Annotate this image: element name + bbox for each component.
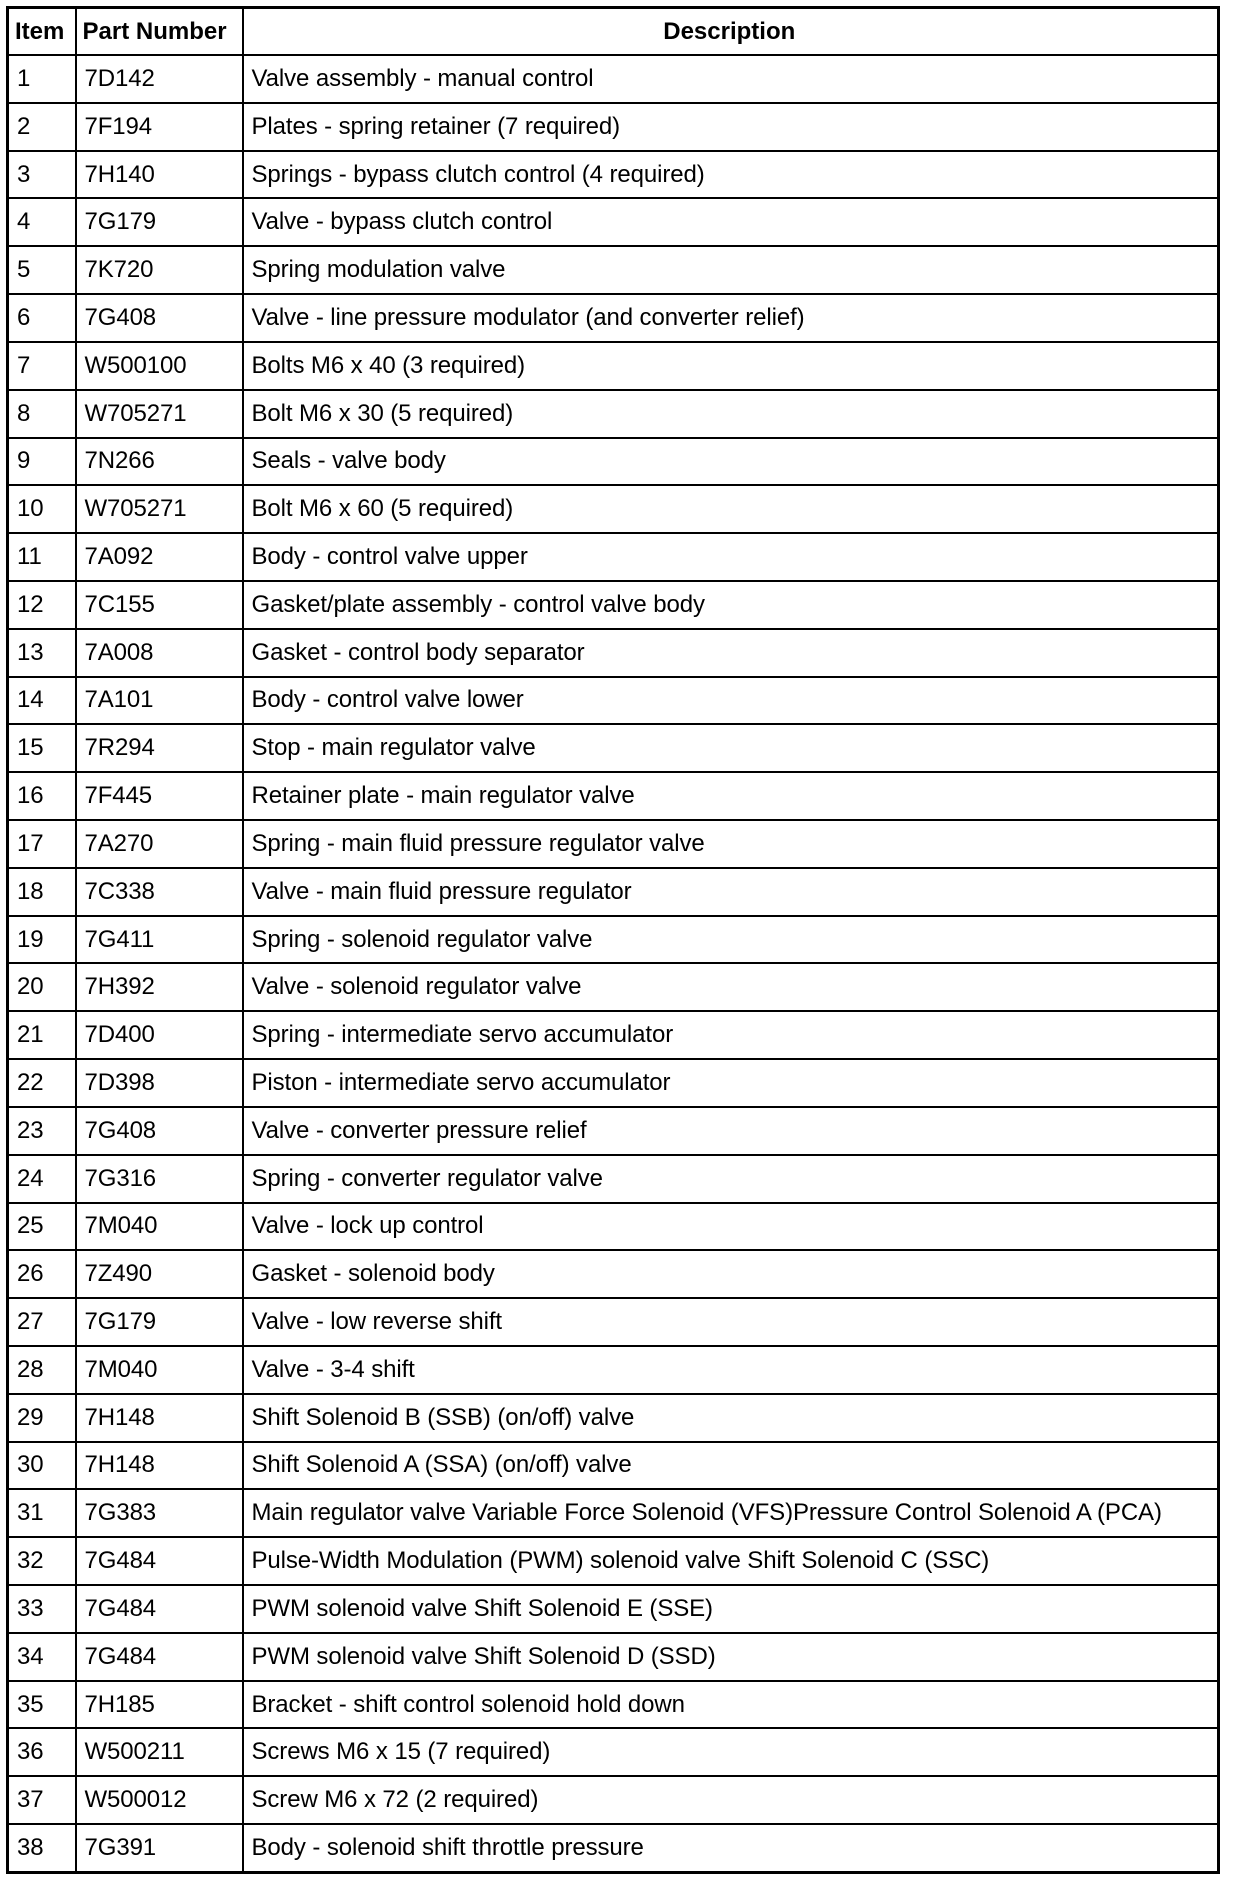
part-number-cell: 7M040 [76,1346,243,1394]
description-cell: Plates - spring retainer (7 required) [243,103,1219,151]
item-cell: 33 [8,1585,76,1633]
part-number-cell: 7N266 [76,438,243,486]
part-number-cell: 7G316 [76,1155,243,1203]
table-row [8,390,1219,438]
item-cell: 30 [8,1442,76,1490]
table-row [8,1585,1219,1633]
description-cell: Bolts M6 x 40 (3 required) [243,342,1219,390]
description-cell: Seals - valve body [243,438,1219,486]
part-number-cell: 7A270 [76,820,243,868]
description-cell: Shift Solenoid B (SSB) (on/off) valve [243,1394,1219,1442]
description-cell: Valve assembly - manual control [243,55,1219,103]
description-cell: Gasket - control body separator [243,629,1219,677]
description-cell: Stop - main regulator valve [243,724,1219,772]
table-row [8,1011,1219,1059]
part-number-cell: 7H392 [76,963,243,1011]
description-cell: Spring - converter regulator valve [243,1155,1219,1203]
description-cell: Body - control valve upper [243,533,1219,581]
item-cell: 18 [8,868,76,916]
table-row [8,533,1219,581]
description-cell: Pulse-Width Modulation (PWM) solenoid valve Shift Solenoid C (SSC) [243,1537,1219,1585]
item-cell: 21 [8,1011,76,1059]
part-number-cell: 7K720 [76,246,243,294]
item-cell: 22 [8,1059,76,1107]
item-cell: 8 [8,390,76,438]
table-row [8,1681,1219,1729]
part-number-cell: 7G484 [76,1585,243,1633]
description-cell: Bracket - shift control solenoid hold down [243,1681,1219,1729]
table-row [8,1155,1219,1203]
part-number-cell: 7D142 [76,55,243,103]
description-cell: Main regulator valve Variable Force Solenoid (VFS)Pressure Control Solenoid A (PCA) [243,1489,1219,1537]
part-number-cell: 7H148 [76,1442,243,1490]
item-cell: 31 [8,1489,76,1537]
part-number-cell: 7G179 [76,1298,243,1346]
part-number-cell: 7F445 [76,772,243,820]
table-row [8,342,1219,390]
description-cell: Valve - lock up control [243,1203,1219,1251]
table-row [8,581,1219,629]
item-cell: 34 [8,1633,76,1681]
table-row [8,1489,1219,1537]
part-number-cell: 7H140 [76,151,243,199]
item-column-header: Item [8,8,76,56]
table-row [8,772,1219,820]
table-row [8,151,1219,199]
item-cell: 5 [8,246,76,294]
part-number-cell: 7H185 [76,1681,243,1729]
part-number-cell: 7G391 [76,1824,243,1872]
description-cell: Screw M6 x 72 (2 required) [243,1776,1219,1824]
item-cell: 35 [8,1681,76,1729]
table-row [8,55,1219,103]
table-row [8,1394,1219,1442]
description-cell: Bolt M6 x 30 (5 required) [243,390,1219,438]
table-row [8,1298,1219,1346]
description-cell: Retainer plate - main regulator valve [243,772,1219,820]
item-cell: 11 [8,533,76,581]
item-cell: 25 [8,1203,76,1251]
item-cell: 28 [8,1346,76,1394]
part-number-cell: W500012 [76,1776,243,1824]
table-row [8,916,1219,964]
table-row [8,1346,1219,1394]
table-row [8,1250,1219,1298]
part-number-cell: 7R294 [76,724,243,772]
description-cell: Body - solenoid shift throttle pressure [243,1824,1219,1872]
item-cell: 32 [8,1537,76,1585]
item-cell: 24 [8,1155,76,1203]
description-cell: PWM solenoid valve Shift Solenoid D (SSD) [243,1633,1219,1681]
item-cell: 12 [8,581,76,629]
item-cell: 1 [8,55,76,103]
table-row [8,677,1219,725]
part-number-cell: W500211 [76,1728,243,1776]
item-cell: 26 [8,1250,76,1298]
description-cell: Gasket - solenoid body [243,1250,1219,1298]
item-cell: 20 [8,963,76,1011]
item-cell: 2 [8,103,76,151]
table-row [8,1824,1219,1872]
table-row [8,1633,1219,1681]
parts-table [6,6,1220,1874]
description-cell: Valve - line pressure modulator (and converter relief) [243,294,1219,342]
table-row [8,1203,1219,1251]
part-number-cell: 7A101 [76,677,243,725]
description-cell: PWM solenoid valve Shift Solenoid E (SSE) [243,1585,1219,1633]
table-row [8,820,1219,868]
part-number-cell: 7C338 [76,868,243,916]
part-number-cell: 7G383 [76,1489,243,1537]
description-cell: Spring - solenoid regulator valve [243,916,1219,964]
description-cell: Valve - main fluid pressure regulator [243,868,1219,916]
item-cell: 7 [8,342,76,390]
item-cell: 17 [8,820,76,868]
part-number-cell: 7G484 [76,1633,243,1681]
table-row [8,868,1219,916]
table-row [8,1776,1219,1824]
part-number-cell: 7A092 [76,533,243,581]
part-number-cell: 7D400 [76,1011,243,1059]
description-cell: Springs - bypass clutch control (4 required) [243,151,1219,199]
item-cell: 36 [8,1728,76,1776]
item-cell: 16 [8,772,76,820]
part-number-cell: 7C155 [76,581,243,629]
description-cell: Valve - solenoid regulator valve [243,963,1219,1011]
description-cell: Valve - 3-4 shift [243,1346,1219,1394]
table-row [8,629,1219,677]
description-cell: Spring - main fluid pressure regulator valve [243,820,1219,868]
item-cell: 9 [8,438,76,486]
part-number-cell: 7M040 [76,1203,243,1251]
part-number-column-header: Part Number [76,8,243,56]
part-number-cell: 7Z490 [76,1250,243,1298]
item-cell: 38 [8,1824,76,1872]
item-cell: 4 [8,198,76,246]
table-row [8,1728,1219,1776]
description-cell: Valve - bypass clutch control [243,198,1219,246]
part-number-cell: W500100 [76,342,243,390]
description-cell: Gasket/plate assembly - control valve body [243,581,1219,629]
table-row [8,1537,1219,1585]
description-cell: Body - control valve lower [243,677,1219,725]
part-number-cell: W705271 [76,485,243,533]
item-cell: 6 [8,294,76,342]
table-row [8,1059,1219,1107]
part-number-cell: 7D398 [76,1059,243,1107]
table-row [8,724,1219,772]
description-cell: Shift Solenoid A (SSA) (on/off) valve [243,1442,1219,1490]
part-number-cell: 7A008 [76,629,243,677]
description-cell: Screws M6 x 15 (7 required) [243,1728,1219,1776]
table-header-row [8,8,1219,56]
description-cell: Spring - intermediate servo accumulator [243,1011,1219,1059]
item-cell: 23 [8,1107,76,1155]
table-row [8,1107,1219,1155]
description-cell: Spring modulation valve [243,246,1219,294]
item-cell: 27 [8,1298,76,1346]
table-row [8,1442,1219,1490]
table-row [8,103,1219,151]
item-cell: 19 [8,916,76,964]
item-cell: 3 [8,151,76,199]
part-number-cell: 7G408 [76,1107,243,1155]
part-number-cell: 7G411 [76,916,243,964]
part-number-cell: 7H148 [76,1394,243,1442]
description-column-header: Description [243,8,1219,56]
item-cell: 14 [8,677,76,725]
item-cell: 37 [8,1776,76,1824]
table-row [8,246,1219,294]
part-number-cell: 7G484 [76,1537,243,1585]
table-row [8,198,1219,246]
part-number-cell: 7F194 [76,103,243,151]
description-cell: Valve - low reverse shift [243,1298,1219,1346]
table-row [8,963,1219,1011]
item-cell: 10 [8,485,76,533]
item-cell: 13 [8,629,76,677]
part-number-cell: W705271 [76,390,243,438]
item-cell: 29 [8,1394,76,1442]
item-cell: 15 [8,724,76,772]
table-row [8,438,1219,486]
description-cell: Valve - converter pressure relief [243,1107,1219,1155]
description-cell: Bolt M6 x 60 (5 required) [243,485,1219,533]
table-row [8,485,1219,533]
part-number-cell: 7G408 [76,294,243,342]
table-row [8,294,1219,342]
description-cell: Piston - intermediate servo accumulator [243,1059,1219,1107]
part-number-cell: 7G179 [76,198,243,246]
